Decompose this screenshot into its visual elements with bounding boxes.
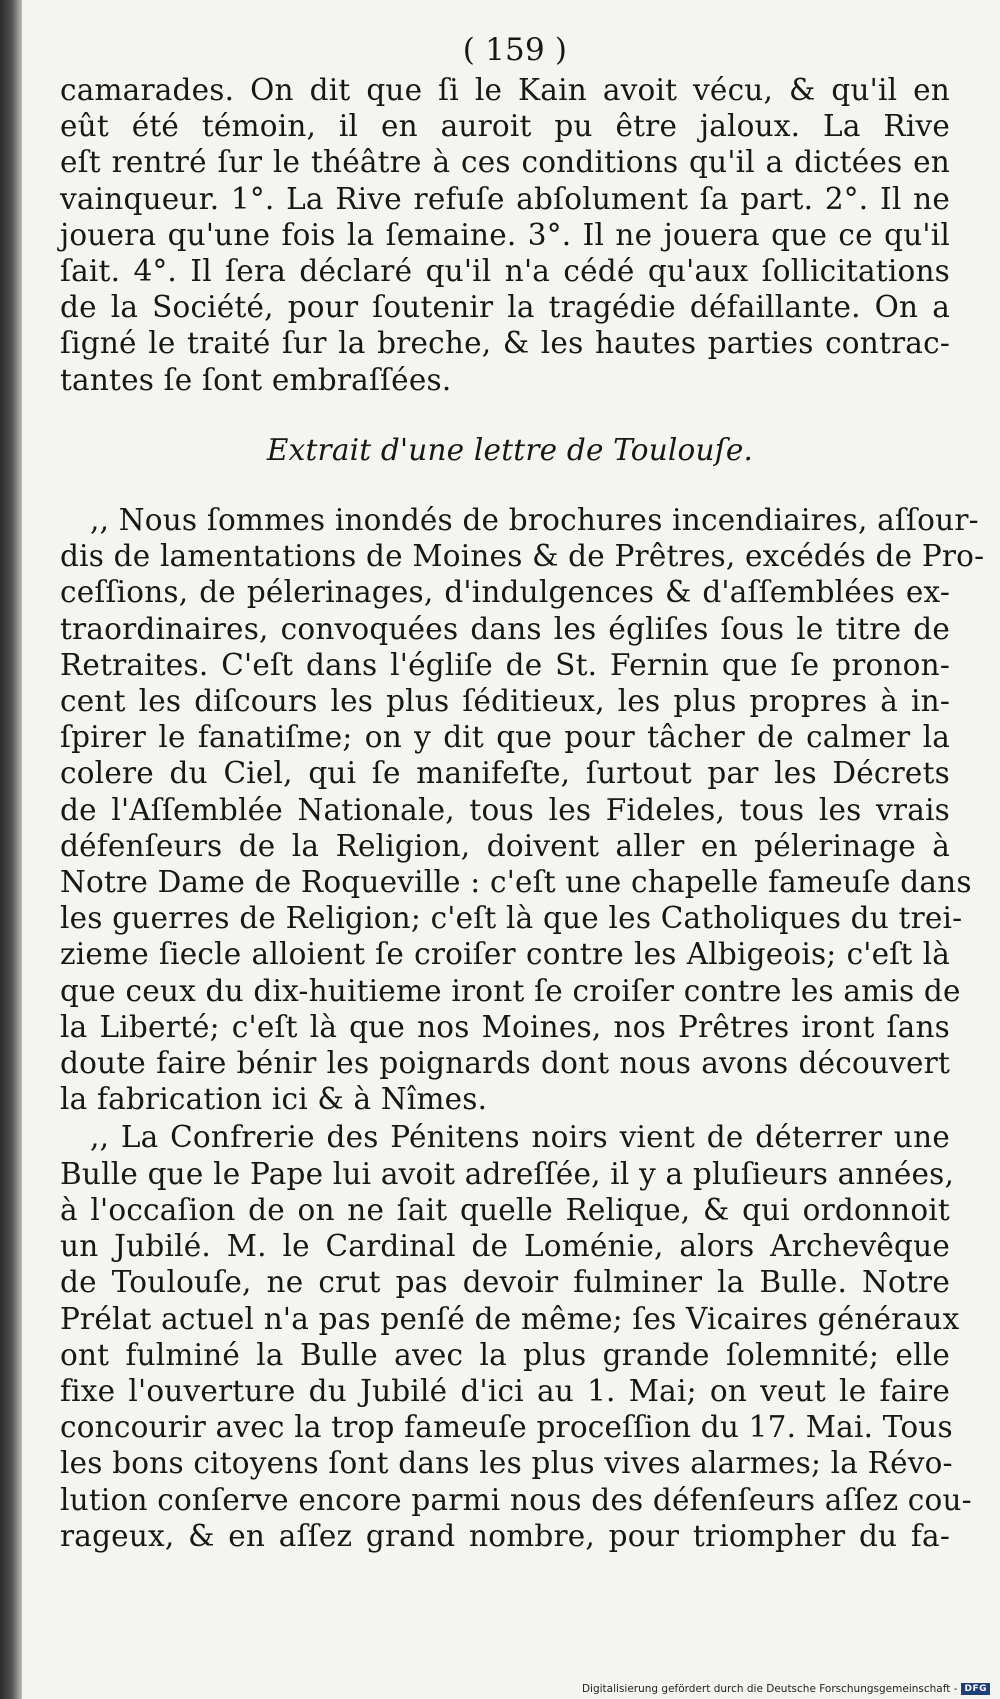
text-line: ,, La Confrerie des Pénitens noirs vient de déterrer une (90, 1120, 950, 1155)
text-line: vainqueur. 1°. La Rive refuſe abſolument ſa part. 2°. Il ne (60, 181, 950, 216)
text-line: ſpirer le fanatiſme; on y dit que pour tâcher de calmer la (60, 720, 950, 755)
text-line: zieme ſiecle alloient ſe croiſer contre les Albigeois; c'eſt là (60, 937, 950, 972)
text-line: camarades. On dit que ſi le Kain avoit vécu, & qu'il en (60, 73, 950, 107)
text-line: de l'Aſſemblée Nationale, tous les Fideles, tous les vrais (60, 792, 950, 827)
text-line: de Toulouſe, ne crut pas devoir fulminer la Bulle. Notre (60, 1265, 950, 1300)
text-line: Bulle que le Pape lui avoit adreſſée, il y a pluſieurs années, (60, 1156, 955, 1191)
text-line: eût été témoin, il en auroit pu être jaloux. La Rive (60, 109, 950, 144)
text-line: lution conſerve encore parmi nous des défenſeurs aſſez cou- (60, 1482, 972, 1517)
text-line: eſt rentré ſur le théâtre à ces conditions qu'il a dictées en (60, 145, 950, 180)
text-line: à l'occaſion de on ne ſait quelle Relique, & qui ordonnoit (60, 1192, 950, 1227)
text-line: doute faire bénir les poignards dont nous avons découvert (60, 1046, 950, 1081)
text-line: dis de lamentations de Moines & de Prêtres, excédés de Pro- (60, 539, 985, 574)
scan-binding-edge (0, 0, 22, 1699)
text-line: jouera qu'une fois la ſemaine. 3°. Il ne jouera que ce qu'il (60, 217, 950, 252)
text-line: que ceux du dix-huitieme iront ſe croiſer contre les amis de (60, 973, 961, 1008)
dfg-logo: DFG (961, 1683, 990, 1695)
text-line: concourir avec la trop fameuſe proceſſion du 17. Mai. Tous (60, 1410, 953, 1445)
paragraph-1 (60, 72, 950, 398)
text-line: un Jubilé. M. le Cardinal de Loménie, alors Archevêque (60, 1229, 950, 1264)
text-line: cent les diſcours les plus ſéditieux, les plus propres à in- (60, 684, 950, 719)
text-line: les bons citoyens ſont dans les plus vives alarmes; la Révo- (60, 1446, 953, 1481)
text-line: ont fulminé la Bulle avec la plus grande ſolemnité; elle (60, 1337, 950, 1372)
paragraph-2 (60, 502, 985, 1117)
text-line: ceſſions, de pélerinages, d'indulgences & d'aſſemblées ex- (60, 575, 950, 610)
page-text (60, 30, 985, 1554)
text-line: la Liberté; c'eſt là que nos Moines, nos Prêtres iront ſans (60, 1009, 950, 1044)
text-line: ,, Nous ſommes inondés de brochures incendiaires, aſſour- (90, 503, 979, 538)
paragraph-3 (60, 1119, 972, 1553)
text-line: ſait. 4°. Il ſera déclaré qu'il n'a cédé qu'aux ſollicitations (60, 254, 950, 289)
page-number: ( 159 ) (462, 32, 568, 68)
digitization-footer (582, 1683, 990, 1695)
section-heading: Extrait d'une lettre de Toulouſe. (266, 432, 754, 467)
text-line: colere du Ciel, qui ſe manifeſte, ſurtout par les Décrets (60, 756, 950, 791)
text-line: Prélat actuel n'a pas penſé de même; ſes Vicaires généraux (60, 1301, 960, 1336)
text-line: fixe l'ouverture du Jubilé d'ici au 1. Mai; on veut le faire (60, 1373, 950, 1408)
text-line: Notre Dame de Roqueville : c'eſt une chapelle fameuſe dans (60, 865, 972, 900)
text-line: la fabrication ici & à Nîmes. (60, 1082, 488, 1117)
text-line: ſigné le traité ſur la breche, & les hautes parties contrac- (60, 326, 950, 361)
text-line: tantes ſe ſont embraſſées. (60, 362, 452, 397)
text-line: rageux, & en aſſez grand nombre, pour triompher du fa- (60, 1518, 950, 1553)
footer-credit-text: Digitalisierung gefördert durch die Deutsche Forschungsgemeinschaft - (581, 1683, 958, 1695)
text-line: Retraites. C'eſt dans l'égliſe de St. Fernin que ſe pronon- (60, 647, 950, 682)
text-line: traordinaires, convoquées dans les égliſes ſous le titre de (60, 611, 950, 646)
text-line: de la Société, pour ſoutenir la tragédie défaillante. On a (60, 290, 950, 325)
text-line: défenſeurs de la Religion, doivent aller en pélerinage à (60, 828, 950, 863)
text-line: les guerres de Religion; c'eſt là que les Catholiques du trei- (60, 901, 963, 936)
